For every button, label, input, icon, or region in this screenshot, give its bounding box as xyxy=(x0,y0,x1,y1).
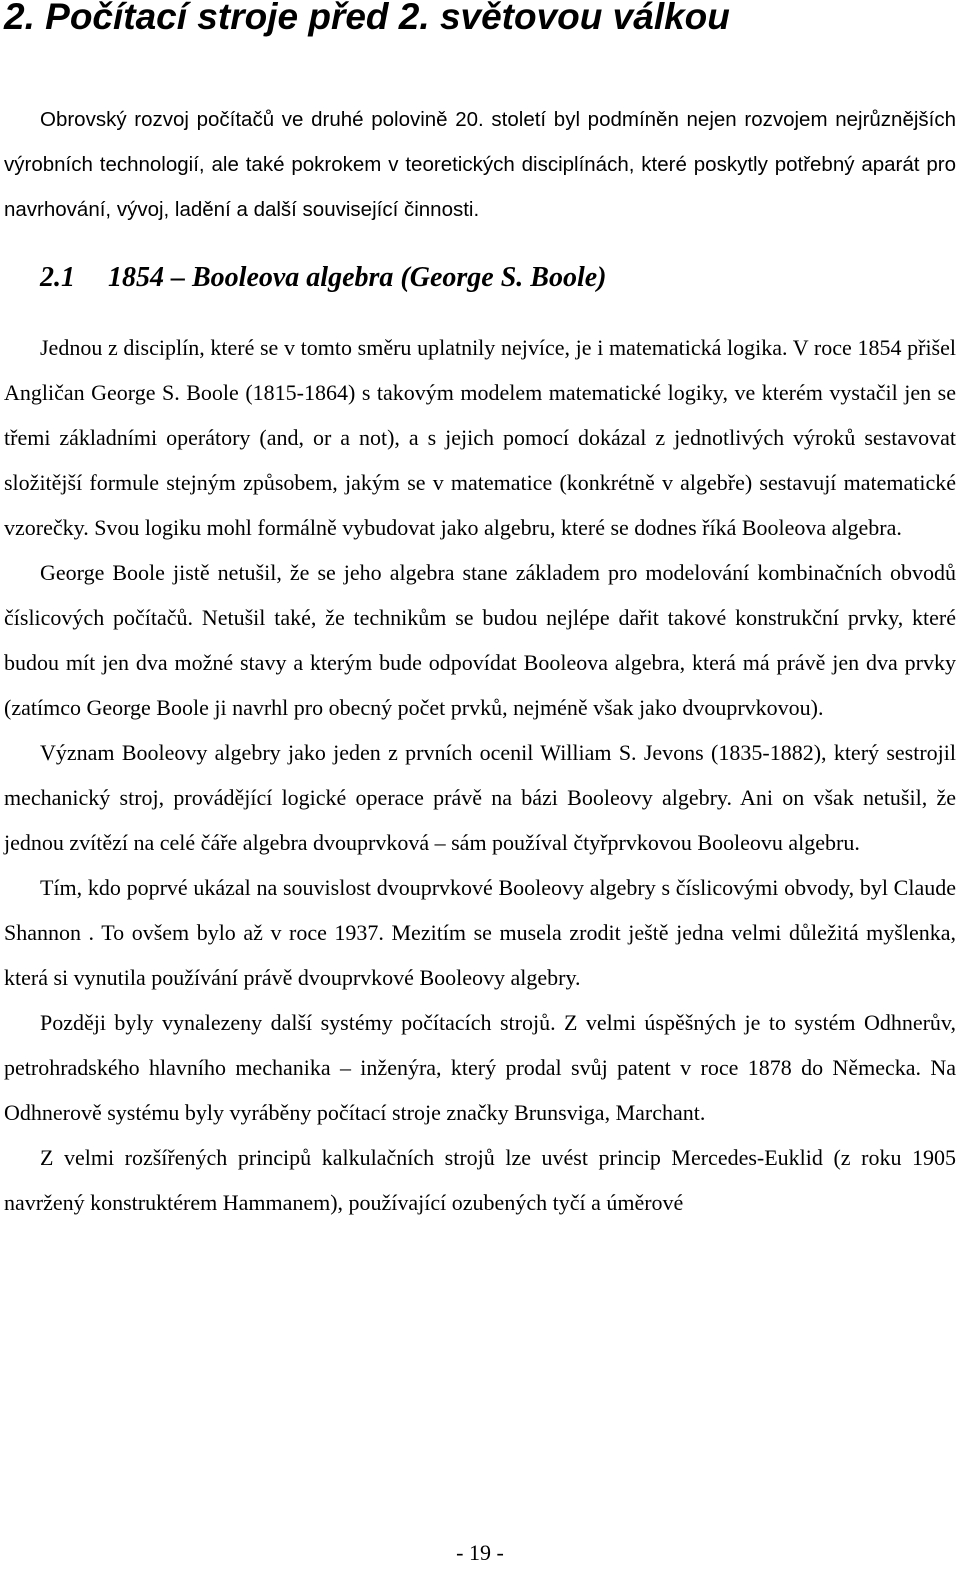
page-number: - 19 - xyxy=(456,1540,504,1565)
paragraph-mercedes-euklid: Z velmi rozšířených principů kalkulačních strojů lze uvést princip Mercedes-Euklid (z roku 1905 navržený konstruktérem Hammanem), používající ozubených tyčí a úměrové xyxy=(4,1145,956,1215)
intro-paragraph: Obrovský rozvoj počítačů ve druhé polovině 20. století byl podmíněn nejen rozvojem nejrůznějších výrobních technologií, ale také pokrokem v teoretických disciplínách, které poskytly potřebný aparát pro navrhování, vývoj, ladění a další související činnosti. xyxy=(4,108,956,221)
paragraph-boole-logic: Jednou z disciplín, které se v tomto směru uplatnily nejvíce, je i matematická logika. V roce 1854 přišel Angličan George S. Boole (1815-1864) s takovým modelem matematické logiky, ve kterém vystačil jen se třemi základními operátory (and, or a not), a s jejich pomocí dokázal z jednotlivých výroků sestavovat složitější formule stejným způsobem, jakým se v matematice (konkrétně v algebře) sestavují matematické vzorečky. Svou logiku mohl formálně vybudovat jako algebru, které se dodnes říká Booleova algebra. xyxy=(4,335,956,540)
paragraph-shannon: Tím, kdo poprvé ukázal na souvislost dvouprvkové Booleovy algebry s číslicovými obvody, byl Claude Shannon . To ovšem bylo až v roce 1937. Mezitím se musela zrodit ještě jedna velmi důležitá myšlenka, která si vynutila používání právě dvouprvkové Booleovy algebry. xyxy=(4,875,956,990)
section-number: 2.1 xyxy=(40,262,75,293)
paragraph-boole-circuits: George Boole jistě netušil, že se jeho algebra stane základem pro modelování kombinačních obvodů číslicových počítačů. Netušil také, že technikům se budou nejlépe dařit takové konstrukční prvky, které budou mít jen dva možné stavy a kterým bude odpovídat Booleova algebra, která má právě jen dva prvky (zatímco George Boole ji navrhl pro obecný počet prvků, nejméně však jako dvouprvkovou). xyxy=(4,560,956,720)
paragraph-odhner: Později byly vynalezeny další systémy počítacích strojů. Z velmi úspěšných je to systém Odhnerův, petrohradského hlavního mechanika – inženýra, který prodal svůj patent v roce 1878 do Německa. Na Odhnerově systému byly vyráběny počítací stroje značky Brunsviga, Marchant. xyxy=(4,1010,956,1125)
section-heading xyxy=(40,252,607,304)
section-title: 1854 – Booleova algebra (George S. Boole) xyxy=(108,262,607,293)
section-body xyxy=(4,325,956,1225)
chapter-title: 2. Počítací stroje před 2. světovou válkou xyxy=(4,0,730,37)
paragraph-jevons: Význam Booleovy algebry jako jeden z prvních ocenil William S. Jevons (1835-1882), který sestrojil mechanický stroj, provádějící logické operace právě na bázi Booleovy algebry. Ani on však netušil, že jednou zvítězí na celé čáře algebra dvouprvková – sám používal čtyřprvkovou Booleovu algebru. xyxy=(4,740,956,855)
